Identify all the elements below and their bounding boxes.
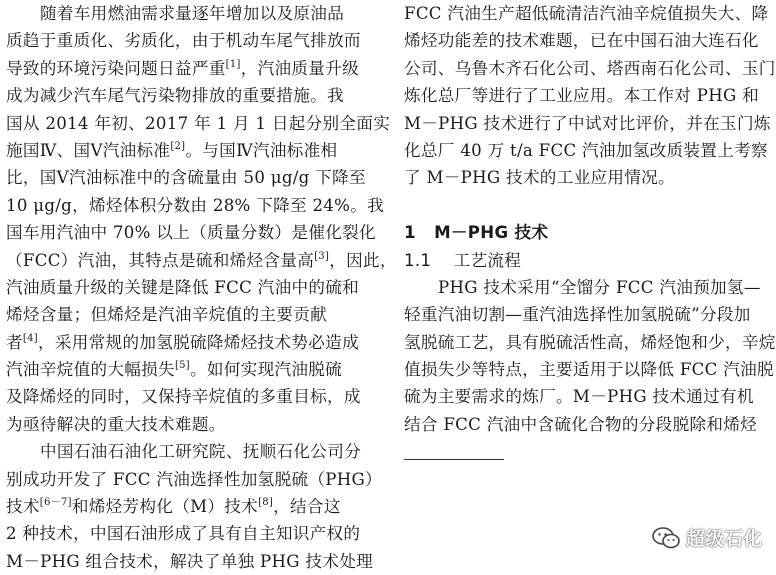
text-line: （FCC）汽油，其特点是硫和烯烃含量高[3]，因此，	[6, 250, 397, 270]
text-line: 比，国Ⅴ汽油标准中的含硫量由 50 μg/g 下降至	[6, 168, 366, 188]
left-column	[6, 0, 397, 575]
text-line: 国车用汽油中 70% 以上（质量分数）是催化裂化	[6, 223, 376, 243]
text-line: 质趋于重质化、劣质化，由于机动车尾气排放而	[6, 31, 361, 51]
text-line: 导致的环境污染问题日益严重[1]，汽油质量升级	[6, 58, 359, 78]
text-line: 施国Ⅳ、国Ⅴ汽油标准[2]。与国Ⅳ汽油标准相	[6, 140, 338, 160]
text-line: 烯烃功能差的技术难题，已在中国石油大连石化	[404, 31, 759, 51]
text-line: 氢脱硫工艺，具有脱硫活性高，烯烃饱和少，辛烷	[404, 332, 776, 352]
text-line: FCC 汽油生产超低硫清洁汽油辛烷值损失大、降	[404, 4, 769, 23]
text-line: 炼化总厂等进行了工业应用。本工作对 PHG 和	[404, 86, 760, 106]
subsection-heading	[404, 247, 772, 274]
text-line: M－PHG 组合技术，解决了单独 PHG 技术处理	[6, 551, 374, 571]
text-line: 公司、乌鲁木齐石化公司、塔西南石化公司、玉门	[404, 58, 776, 78]
paragraph-intro	[6, 0, 397, 438]
text-line: PHG 技术采用“全馏分 FCC 汽油预加氢—	[438, 277, 761, 297]
footnote-rule	[404, 459, 504, 460]
wechat-icon	[652, 527, 680, 549]
paragraph-application	[404, 0, 776, 192]
text-line: 汽油质量升级的关键是降低 FCC 汽油中的硫和	[6, 277, 360, 297]
citation-ref[interactable]: [5]	[174, 360, 191, 372]
text-line: 了 M－PHG 技术的工业应用情况。	[404, 168, 675, 188]
citation-ref[interactable]: [3]	[314, 250, 330, 262]
text-line: 中国石油石油化工研究院、抚顺石化公司分	[40, 442, 361, 462]
text-line: 2 种技术，中国石油形成了具有自主知识产权的	[6, 524, 361, 544]
text-line: 烯烃含量；但烯烃是汽油辛烷值的主要贡献	[6, 305, 327, 325]
text-line: 结合 FCC 汽油中含硫化合物的分段脱除和烯烃	[404, 414, 758, 434]
subsection-number: 1.1	[404, 250, 432, 270]
text-line: 10 μg/g，烯烃体积分数由 28% 下降至 24%。我	[6, 195, 385, 215]
subsection-title: 工艺流程	[453, 250, 522, 270]
paragraph-process	[404, 274, 776, 438]
text-line: M－PHG 技术进行了中试对比评价，并在玉门炼	[404, 113, 771, 133]
text-line: 硫为主要需求的炼厂。M－PHG 技术通过有机	[404, 387, 754, 407]
text-line: 化总厂 40 万 t/a FCC 汽油加氢改质装置上考察	[404, 140, 768, 160]
text-line: 汽油辛烷值的大幅损失[5]。如何实现汽油脱硫	[6, 360, 343, 380]
section-title: M－PHG 技术	[434, 223, 549, 243]
text-line: 值损失少等特点，主要适用于以降低 FCC 汽油脱	[404, 360, 774, 380]
watermark	[652, 524, 762, 551]
section-number: 1	[404, 223, 416, 243]
citation-ref[interactable]: [6－7]	[39, 497, 72, 509]
watermark-text: 超级石化	[685, 528, 762, 550]
spacer	[404, 192, 772, 219]
text-line: 为亟待解决的重大技术难题。	[6, 414, 226, 434]
section-heading	[404, 219, 772, 246]
citation-ref[interactable]: [1]	[225, 58, 241, 70]
citation-ref[interactable]: [4]	[22, 332, 38, 344]
text-line: 随着车用燃油需求量逐年增加以及原油品	[40, 4, 345, 23]
paragraph-technology	[6, 438, 384, 575]
citation-ref[interactable]: [8]	[258, 497, 274, 509]
right-column	[404, 0, 776, 438]
text-line: 成为减少汽车尾气污染物排放的重要措施。我	[6, 86, 344, 106]
text-line: 别成功开发了 FCC 汽油选择性加氢脱硫（PHG）	[6, 469, 382, 489]
text-line: 轻重汽油切割—重汽油选择性加氢脱硫”分段加	[404, 305, 751, 325]
text-line: 技术[6－7]和烯烃芳构化（M）技术[8]，结合这	[6, 497, 341, 517]
text-line: 国从 2014 年初、2017 年 1 月 1 日起分别全面实	[6, 113, 391, 133]
citation-ref[interactable]: [2]	[170, 140, 186, 152]
text-line: 者[4]，采用常规的加氢脱硫降烯烃技术势必造成	[6, 332, 359, 352]
text-line: 及降烯烃的同时，又保持辛烷值的多重目标，成	[6, 387, 361, 407]
